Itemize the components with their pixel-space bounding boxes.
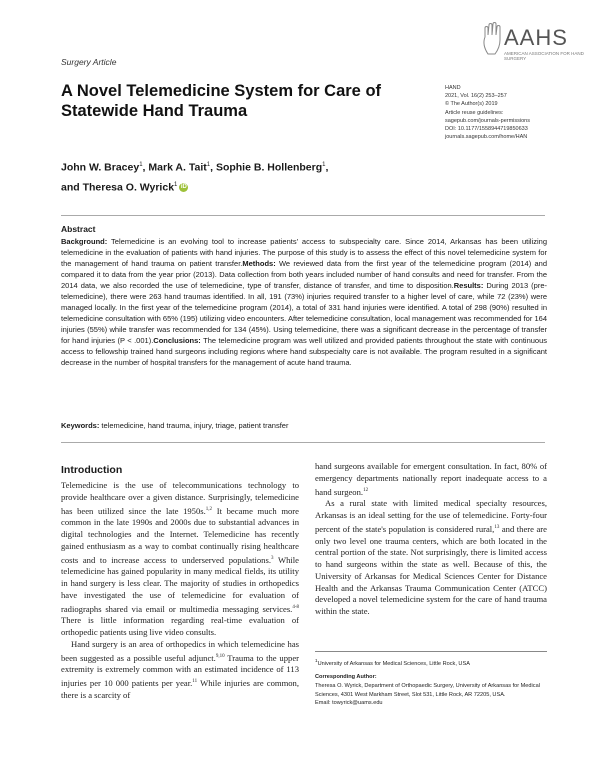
paragraph: As a rural state with limited medical specialty resources, Arkansas is an ideal setting for the use of telemedicine. Forty-four percent of the state's population is considered rural,$^{13}$ and there are only two level one trauma centers, which are both located in the central portion of the state. Not surprisingly, there is limited access to hand surgeons within the state as well. Because of this, the University of Arkansas for Medical Sciences Center for Distance Health and the Arkansas Trauma Communication Center (ATCC) developed a novel telemedicine system for the care of hand trauma within the state. — [315, 498, 547, 617]
abstract-label: Results: — [453, 281, 484, 290]
corresponding-author-heading: Corresponding Author: — [315, 674, 377, 681]
abstract-label: Methods: — [242, 259, 276, 268]
journal-logo — [480, 22, 585, 77]
section-heading: Introduction — [61, 464, 123, 476]
abstract-text: Telemedicine is an evolving tool to increase patients' access to subspecialty care. Since 2014, Arkansas has been utilizing telemedicine in the evaluation of patients with hand injuries. The purpose of this study is to assess the effect of this novel telemedicine system for the management of hand trauma on patient transfer. — [61, 237, 547, 268]
paragraph: Hand surgery is an area of orthopedics in which telemedicine has been suggested as a possible useful adjunct.$^{9,10}$ Trauma to the upper extremity is extremely common with an estimated incidence of 113 injuries per 10 000 patients per year.$^{11}$ While injuries are common, there is a scarcity of — [61, 638, 300, 700]
affiliation-marker: 1 — [322, 162, 326, 168]
divider — [61, 442, 545, 443]
paragraph: hand surgeons available for emergent consultation. In fact, 80% of emergency departments nationally report inadequate access to a hand surgeon.$^{12}$ — [315, 461, 547, 497]
affiliation-marker: 1 — [174, 181, 178, 188]
logo-subtitle: AMERICAN ASSOCIATION FOR HAND SURGERY — [504, 51, 584, 61]
footnotes — [315, 657, 547, 708]
abstract-body — [61, 236, 547, 368]
orcid-icon[interactable]: iD — [180, 183, 187, 190]
abstract-text: During 2013 (pre-telemedicine), there were 263 hand traumas identified. In all, 191 (73%) injuries required transfer to a higher level of care, while 72 (23%) were managed locally. In the first year of the telemedicine program (2014), a total of 331 hand injuries were identified. A total of 298 (90%) resulted in telemedicine consultation with 65% (195) utilizing video encounters. After telemedicine consultation, local management was recommended for 164 injuries (55%) while transfer was recommended for 134 (45%). Using telemedicine, there was a significant decrease in the percentage of transfer for hand injuries (P < .001). — [61, 281, 547, 345]
body-column-right — [315, 461, 547, 618]
hand-logo-icon — [480, 22, 504, 56]
abstract-label: Background: — [61, 237, 108, 246]
author-name: Theresa O. Wyrick — [82, 181, 175, 193]
footnote-divider — [315, 651, 547, 652]
author-name: Sophie B. Hollenberg — [215, 161, 323, 174]
author-list: John W. Bracey$^1$, Mark A. Tait$^1$, Sophie B. Hollenberg$^1$, and Theresa O. Wyrick$^1$ iD — [61, 161, 329, 193]
affiliation-marker: 1 — [206, 162, 211, 168]
author-conjunction: and — [61, 181, 80, 193]
reuse-link[interactable]: sagepub.com/journals-permissions — [445, 117, 530, 124]
author-name: John W. Bracey — [61, 161, 140, 174]
body-column-left — [61, 480, 299, 702]
journal-name: HAND — [445, 85, 461, 91]
reuse-label: Article reuse guidelines: — [445, 109, 504, 116]
paragraph: Telemedicine is the use of telecommunications technology to provide healthcare over a given distance. Surprisingly, telemedicine has been utilized since the late 1950s.$^{1,2}$ It became much more common in the late 1990s and 2000s due to substantial advances in digital technologies and the Internet. Telemedicine has recently gained enthusiasm as a way to combat continually rising healthcare costs and to increase access to underserved populations.$^3$ While telemedicine has gained popularity in many medical fields, its utility in hand surgery is less clear. The majority of studies in orthopedics have investigated the use of telemedicine for evaluation of radiographs shared via email or multimedia messaging services.$^{4-8}$ There is little information regarding real-time evaluation of orthopedic patients using live video consults. — [61, 480, 299, 638]
abstract-label: Conclusions: — [153, 336, 201, 345]
copyright: © The Author(s) 2019 — [445, 101, 498, 108]
divider — [61, 215, 545, 216]
abstract-text: We reviewed data from the first year of the telemedicine program (2014) and compared it to data from the year prior (2013). Data collection from both years included number of hand consults and need for transfer. From the 2014 data, we also recorded the use of telemedicine, type of transfer, distance of transfer, and time to disposition. — [61, 259, 547, 290]
corresponding-author-text: Theresa O. Wyrick, Department of Orthopaedic Surgery, University of Arkansas for Medical Sciences, 4301 West Markham Street, Slot 531, Little Rock, AR 72205, USA. — [315, 683, 540, 698]
keywords-text: telemedicine, hand trauma, injury, triage, patient transfer — [99, 421, 289, 430]
author-name: Mark A. Tait — [148, 161, 207, 174]
abstract-text: The telemedicine program was well utilized and provided patients throughout the state with continuous access to fellowship trained hand surgeons including regions where hand subspecialty care is not available. The program resulted in a significant decrease in the number of hospital transfers for the management of acute hand trauma. — [61, 336, 548, 367]
keywords-label: Keywords: — [61, 421, 100, 430]
journal-meta — [445, 84, 585, 141]
logo-text: AAHS — [504, 25, 568, 50]
affiliation: $^1$University of Arkansas for Medical Sciences, Little Rock, USA — [315, 658, 470, 667]
journal-link[interactable]: journals.sagepub.com/home/HAN — [445, 134, 528, 141]
corresponding-email[interactable]: Email: towyrick@uams.edu — [315, 700, 383, 707]
journal-volume: 2021, Vol. 16(2) 253–257 — [445, 93, 507, 100]
doi[interactable]: DOI: 10.1177/1558944719850633 — [445, 126, 528, 133]
abstract-heading: Abstract — [61, 224, 96, 234]
keywords — [61, 421, 288, 430]
affiliation-marker: 1 — [139, 162, 143, 168]
article-title: A Novel Telemedicine System for Care of Statewide Hand Trauma — [61, 82, 382, 120]
article-type: Surgery Article — [61, 57, 117, 67]
